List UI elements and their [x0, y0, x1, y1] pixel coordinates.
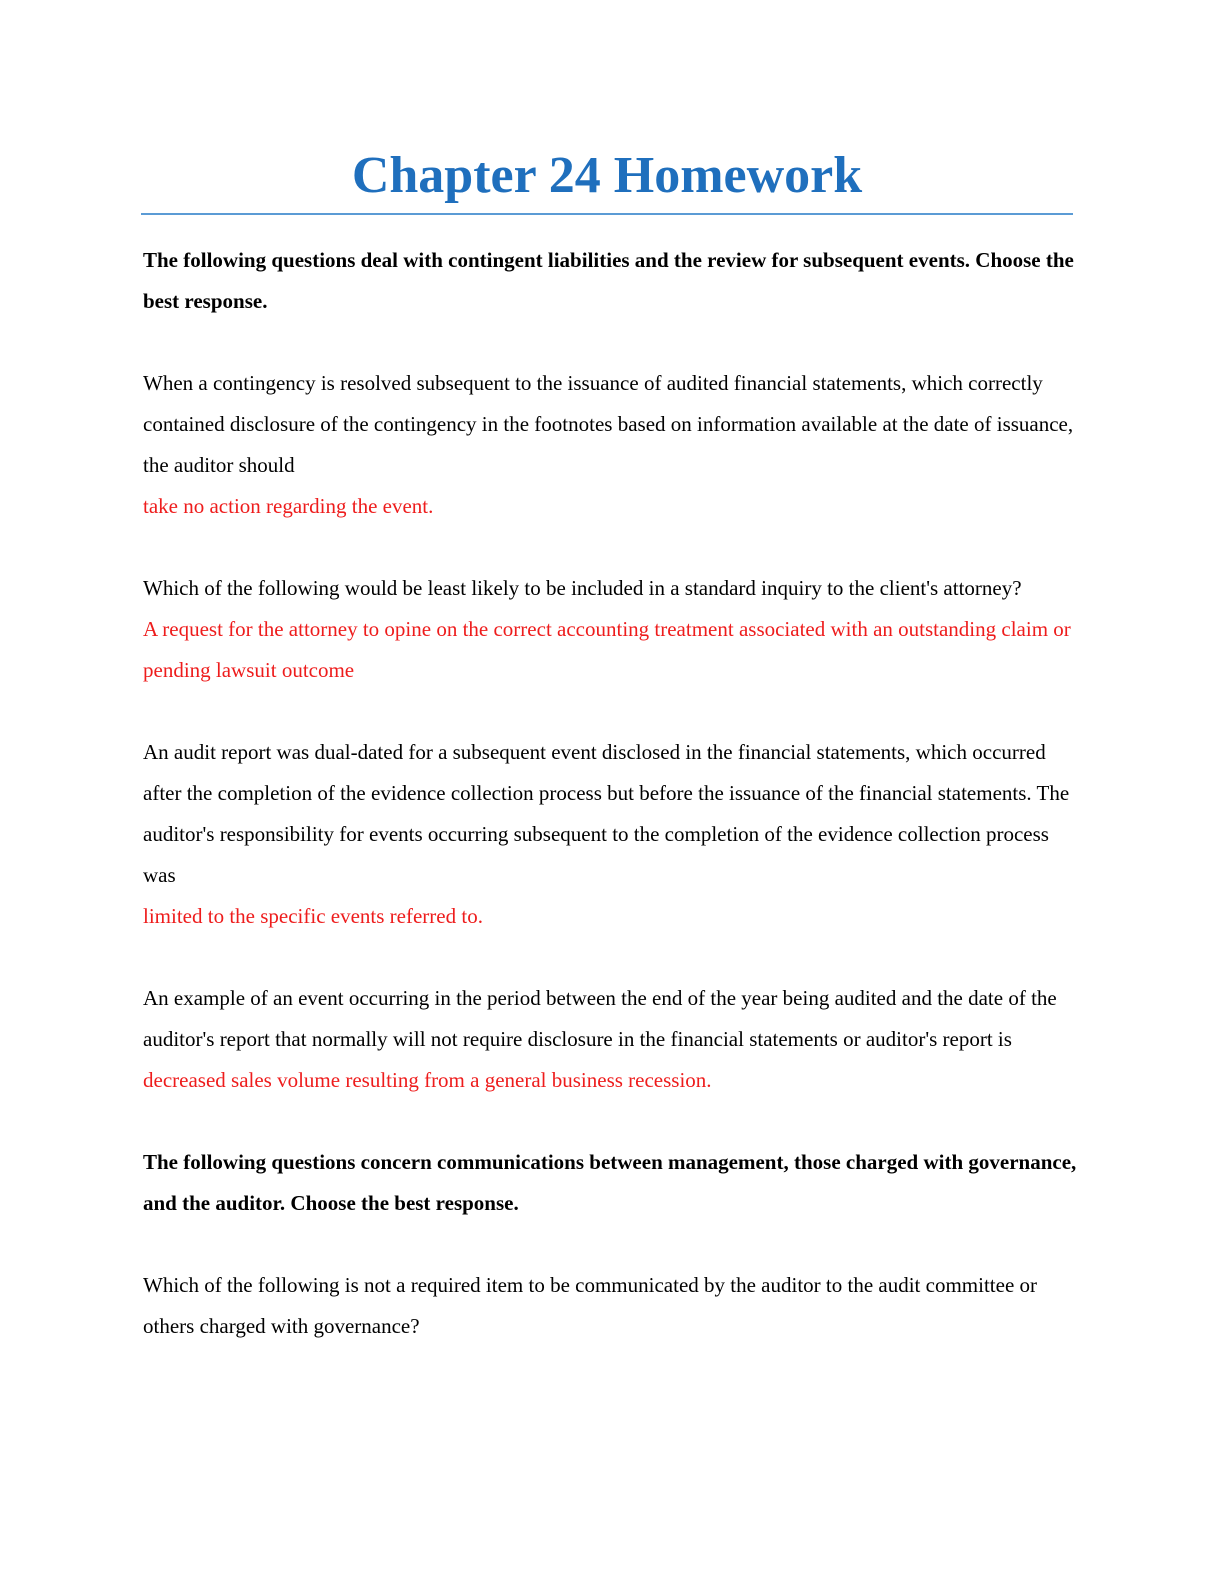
- question-text: When a contingency is resolved subsequent to the issuance of audited financial statements, which correctly contained disclosure of the contingency in the footnotes based on information available at the date of issuance, the auditor should: [143, 371, 1074, 477]
- question-text: Which of the following is not a required item to be communicated by the auditor to the audit committee or others charged with governance?: [143, 1273, 1038, 1338]
- paragraph-gap: [143, 1101, 1078, 1142]
- title-underline: [141, 213, 1073, 215]
- answer-text: decreased sales volume resulting from a general business recession.: [143, 1068, 712, 1092]
- paragraph-gap: [143, 691, 1078, 732]
- question-text: Which of the following would be least likely to be included in a standard inquiry to the client's attorney?: [143, 576, 1022, 600]
- question-block-5: [143, 1265, 1078, 1347]
- answer-text: limited to the specific events referred to.: [143, 904, 483, 928]
- paragraph-gap: [143, 937, 1078, 978]
- question-text: An example of an event occurring in the period between the end of the year being audited and the date of the auditor's report that normally will not require disclosure in the financial statements or auditor's report is: [143, 986, 1057, 1051]
- paragraph-gap: [143, 527, 1078, 568]
- paragraph-gap: [143, 322, 1078, 363]
- section-2-intro: The following questions concern communications between management, those charged with governance, and the auditor. Choose the best response.: [143, 1150, 1077, 1215]
- question-block-2: [143, 568, 1078, 691]
- question-text: An audit report was dual-dated for a subsequent event disclosed in the financial statements, which occurred after the completion of the evidence collection process but before the issuance of the financial statements. The auditor's responsibility for events occurring subsequent to the completion of the evidence collection process was: [143, 740, 1070, 887]
- question-block-4: [143, 978, 1078, 1101]
- question-block-1: [143, 363, 1078, 527]
- answer-text: A request for the attorney to opine on the correct accounting treatment associated with an outstanding claim or pending lawsuit outcome: [143, 617, 1071, 682]
- answer-text: take no action regarding the event.: [143, 494, 434, 518]
- document-body: [143, 240, 1078, 1347]
- paragraph-gap: [143, 1224, 1078, 1265]
- page-title: Chapter 24 Homework: [351, 147, 863, 204]
- question-block-3: [143, 732, 1078, 937]
- section-1-intro: The following questions deal with contingent liabilities and the review for subsequent events. Choose the best response.: [143, 248, 1074, 313]
